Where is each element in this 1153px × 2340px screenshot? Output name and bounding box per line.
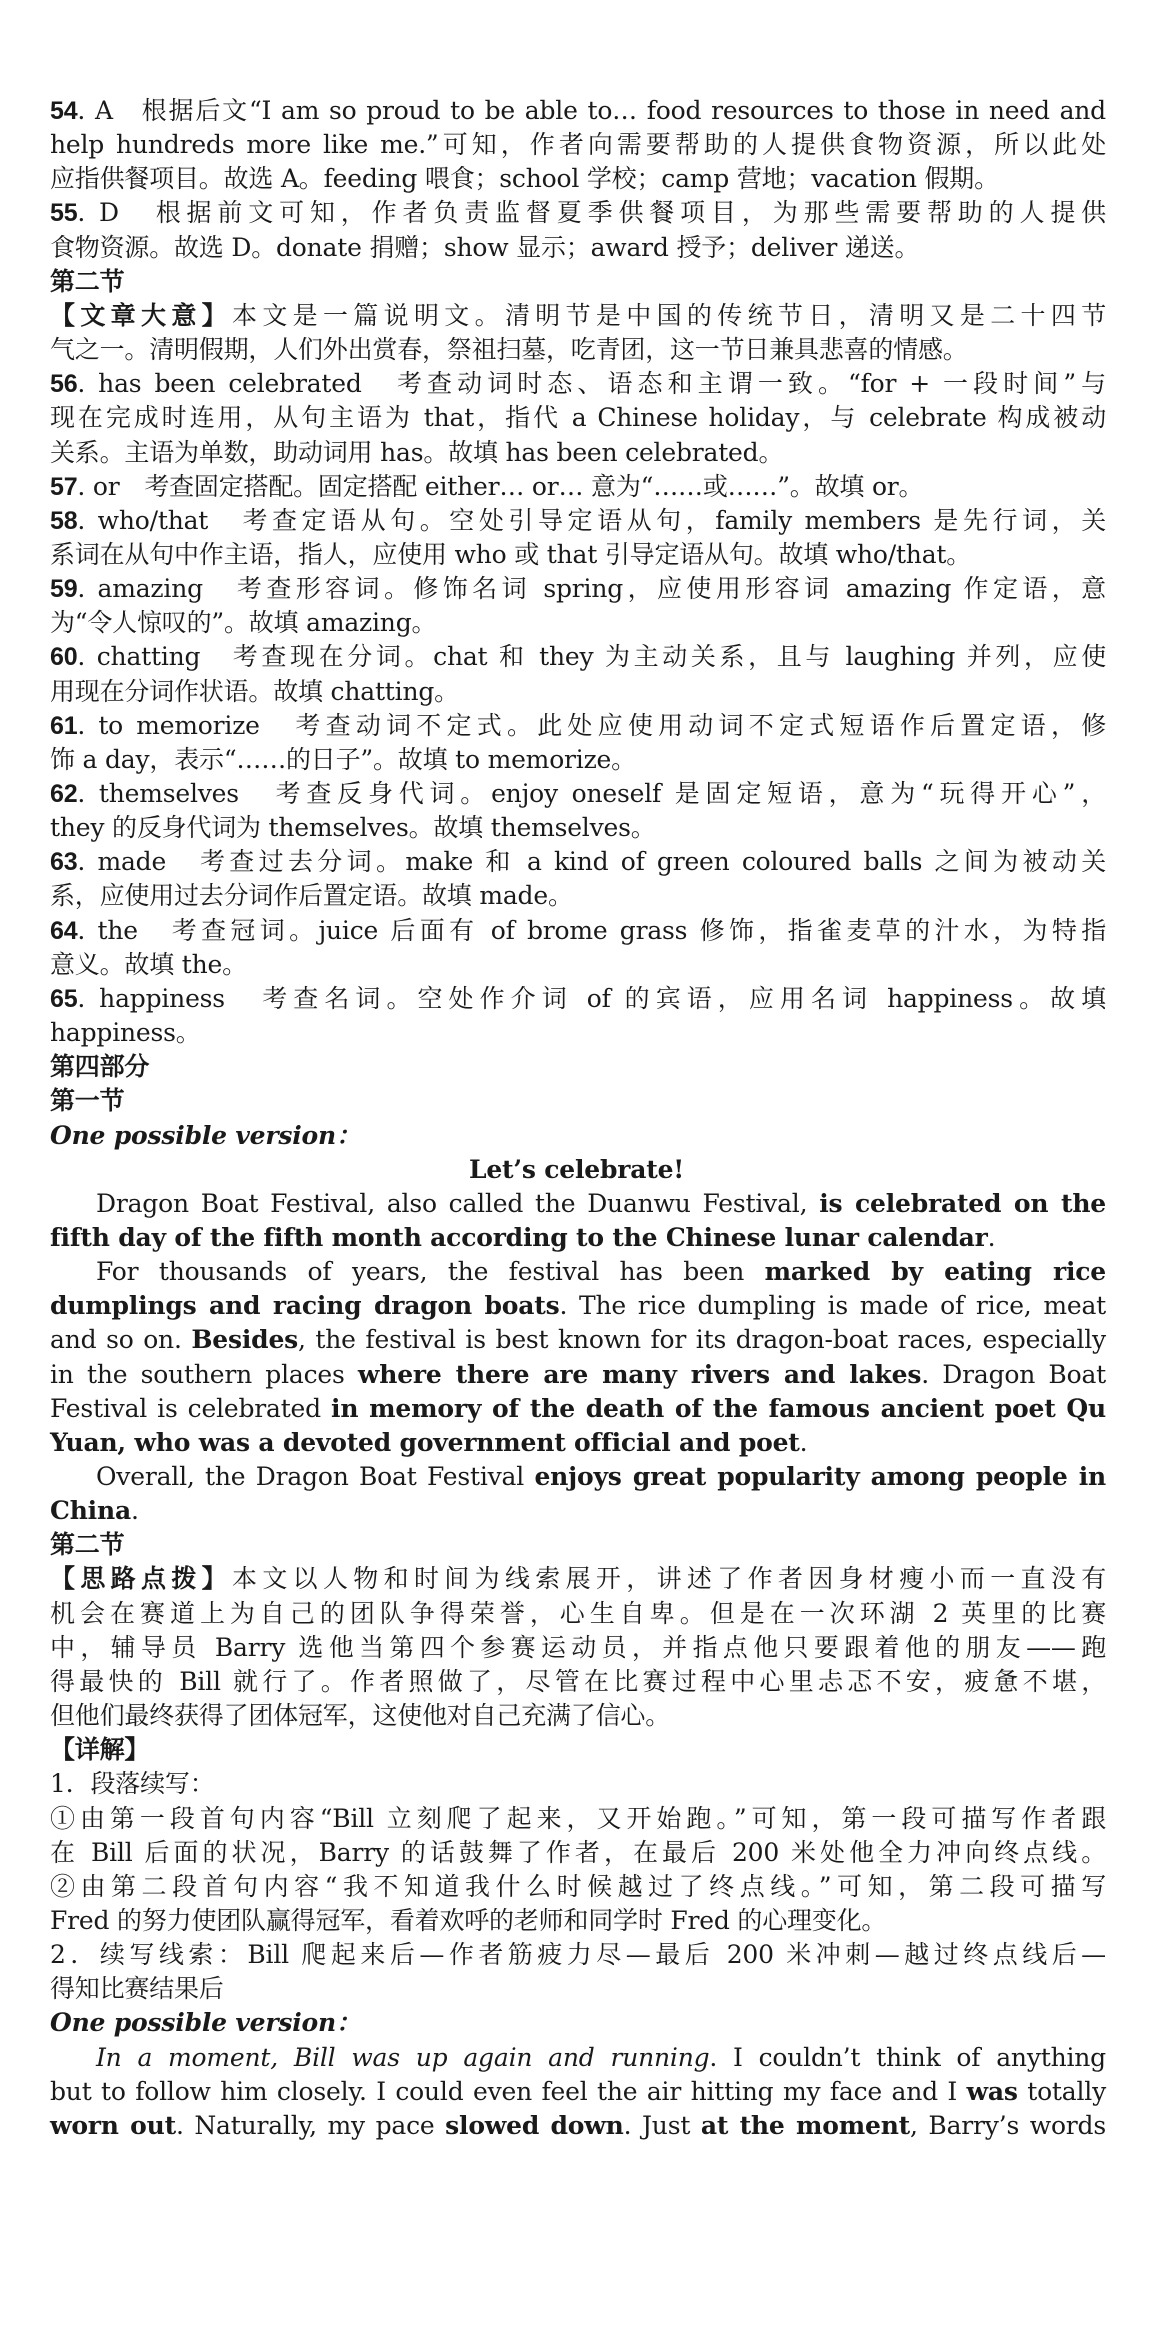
line-segment: . happiness 考查名词。空处作介词 of 的宾语，应用名词 happiness。故填 xyxy=(77,983,1106,1013)
line-segment: Yuan, who was a devoted government official and poet xyxy=(50,1427,800,1457)
line-segment: . the 考查冠词。juice 后面有 of brome grass 修饰，指雀麦草的汁水，为特指 xyxy=(77,915,1106,945)
text-line xyxy=(50,299,1106,333)
line-segment: 64 xyxy=(50,916,78,945)
text-line xyxy=(50,879,1106,913)
text-line xyxy=(50,367,1106,401)
text-line xyxy=(50,1733,1106,1767)
line-segment: . Just xyxy=(623,2110,701,2140)
line-segment: in the southern places xyxy=(50,1359,358,1389)
line-segment: worn out xyxy=(50,2110,176,2140)
line-segment: . to memorize 考查动词不定式。此处应使用动词不定式短语作后置定语，修 xyxy=(77,710,1106,740)
text-line xyxy=(50,1084,1106,1118)
line-segment: marked by eating rice xyxy=(764,1257,1106,1287)
line-segment: 【文章大意】 xyxy=(50,300,232,330)
text-line xyxy=(50,436,1106,470)
line-segment: 58 xyxy=(50,506,78,535)
text-line xyxy=(50,2109,1106,2143)
text-line xyxy=(50,538,1106,572)
text-line xyxy=(50,2075,1106,2109)
line-segment: 56 xyxy=(50,370,78,399)
line-segment: 59 xyxy=(50,575,78,604)
line-segment: 机会在赛道上为自己的团队争得荣誉，心生自卑。但是在一次环湖 2 英里的比赛 xyxy=(50,1598,1106,1628)
text-line xyxy=(50,162,1106,196)
line-segment: . chatting 考查现在分词。chat 和 they 为主动关系，且与 laughing 并列，应使 xyxy=(77,642,1106,672)
text-line xyxy=(50,948,1106,982)
line-segment: In a moment, Bill was up again and running xyxy=(96,2042,710,2072)
line-segment: totally xyxy=(1017,2076,1106,2106)
text-line xyxy=(50,640,1106,674)
text-line xyxy=(50,1016,1106,1050)
text-line xyxy=(50,1562,1106,1596)
line-segment: 食物资源。故选 D。donate 捐赠；show 显示；award 授予；deliver 递送。 xyxy=(50,232,920,262)
text-line xyxy=(50,1972,1106,2006)
line-segment: 现在完成时连用，从句主语为 that，指代 a Chinese holiday，与 celebrate 构成被动 xyxy=(50,403,1106,433)
text-line xyxy=(50,1802,1106,1836)
text-line xyxy=(50,982,1106,1016)
text-line xyxy=(50,914,1106,948)
line-segment: slowed down xyxy=(445,2110,624,2140)
line-segment: 意义。故填 the。 xyxy=(50,949,247,979)
line-segment: One possible version： xyxy=(50,1120,361,1150)
line-segment: 得知比赛结果后 xyxy=(50,1974,224,2004)
text-line xyxy=(96,1187,1106,1221)
line-segment: . themselves 考查反身代词。enjoy oneself 是固定短语，意为“玩得开心”， xyxy=(77,779,1106,808)
line-segment: . Dragon Boat xyxy=(921,1359,1106,1389)
text-line xyxy=(50,1221,1106,1255)
line-segment: 饰 a day，表示“……的日子”。故填 to memorize。 xyxy=(50,744,636,774)
line-segment: , Barry’s words xyxy=(910,2110,1106,2140)
line-segment: they 的反身代词为 themselves。故填 themselves。 xyxy=(50,813,656,843)
line-segment: 62 xyxy=(50,780,78,808)
text-line xyxy=(50,470,1106,504)
line-segment: is celebrated on the xyxy=(819,1188,1106,1218)
text-line xyxy=(50,1050,1106,1084)
text-line xyxy=(96,1460,1106,1494)
text-line xyxy=(50,128,1106,162)
text-line xyxy=(50,1665,1106,1699)
line-segment: Overall, the Dragon Boat Festival xyxy=(96,1462,535,1491)
text-line xyxy=(50,845,1106,879)
text-line xyxy=(50,333,1106,367)
text-line xyxy=(50,94,1106,128)
line-segment: 1．段落续写： xyxy=(50,1769,215,1799)
text-line xyxy=(50,1426,1106,1460)
line-segment: 2．续写线索：Bill 爬起来后—作者筋疲力尽—最后 200 米冲刺—越过终点线后— xyxy=(50,1940,1106,1970)
line-segment: 在 Bill 后面的状况，Barry 的话鼓舞了作者，在最后 200 米处他全力冲向终点线。 xyxy=(50,1837,1106,1867)
line-segment: . xyxy=(799,1427,808,1457)
line-segment: . xyxy=(130,1496,139,1526)
line-segment: For thousands of years, the festival has been xyxy=(96,1257,765,1287)
line-segment: . made 考查过去分词。make 和 a kind of green coloured balls 之间为被动关 xyxy=(77,847,1106,877)
line-segment: fifth day of the fifth month according to the Chinese lunar calendar xyxy=(50,1222,988,1252)
text-line xyxy=(50,1358,1106,1392)
line-segment: happiness。 xyxy=(50,1018,201,1048)
line-segment: 为“令人惊叹的”。故填 amazing。 xyxy=(50,608,437,638)
line-segment: 得最快的 Bill 就行了。作者照做了，尽管在比赛过程中心里忐忑不安，疲惫不堪， xyxy=(50,1666,1106,1696)
text-line xyxy=(96,2041,1106,2075)
line-segment: Let’s celebrate! xyxy=(468,1154,685,1184)
line-segment: 第一节 xyxy=(50,1086,125,1116)
text-line xyxy=(50,1699,1106,1733)
text-line xyxy=(50,777,1106,811)
line-segment: 【思路点拨】 xyxy=(50,1564,232,1594)
line-segment: ①由第一段首句内容“Bill 立刻爬了起来，又开始跑。”可知，第一段可描写作者跟 xyxy=(50,1803,1106,1833)
line-segment: . A 根据后文“I am so proud to be able to… food resources to those in need and xyxy=(77,96,1106,125)
text-line xyxy=(50,2006,1106,2040)
line-segment: at the moment xyxy=(700,2110,911,2140)
line-segment: 本文以人物和时间为线索展开，讲述了作者因身材瘦小而一直没有 xyxy=(231,1564,1106,1594)
line-segment: 本文是一篇说明文。清明节是中国的传统节日，清明又是二十四节 xyxy=(231,300,1106,330)
line-segment: 但他们最终获得了团体冠军，这使他对自己充满了信心。 xyxy=(50,1701,671,1731)
text-line xyxy=(50,743,1106,777)
line-segment: One possible version： xyxy=(50,2008,361,2038)
line-segment: . amazing 考查形容词。修饰名词 spring，应使用形容词 amazing 作定语，意 xyxy=(77,574,1106,604)
text-line xyxy=(50,401,1106,435)
line-segment: but to follow him closely. I could even feel the air hitting my face and I xyxy=(50,2076,967,2106)
text-line xyxy=(50,231,1106,265)
text-line xyxy=(50,1836,1106,1870)
text-line xyxy=(50,572,1106,606)
line-segment: and so on. xyxy=(50,1325,192,1355)
line-segment: 57 xyxy=(50,472,78,501)
line-segment: . I couldn’t think of anything xyxy=(709,2042,1106,2072)
line-segment: 关系。主语为单数，助动词用 has。故填 has been celebrated。 xyxy=(50,437,784,467)
text-line xyxy=(50,196,1106,230)
text-line xyxy=(50,1870,1106,1904)
text-line xyxy=(50,1119,1106,1153)
line-segment: 63 xyxy=(50,848,78,877)
text-line xyxy=(50,709,1106,743)
text-line xyxy=(50,1631,1106,1665)
line-segment: 60 xyxy=(50,643,78,672)
line-segment: 气之一。清明假期，人们外出赏春，祭祖扫墓，吃青团，这一节日兼具悲喜的情感。 xyxy=(50,335,968,365)
line-segment: . The rice dumpling is made of rice, meat xyxy=(559,1291,1106,1321)
text-line xyxy=(50,504,1106,538)
line-segment: Fred 的努力使团队赢得冠军，看着欢呼的老师和同学时 Fred 的心理变化。 xyxy=(50,1905,887,1935)
line-segment: . Naturally, my pace xyxy=(175,2110,446,2140)
line-segment: 55 xyxy=(50,199,78,228)
text-line xyxy=(50,1767,1106,1801)
line-segment: 中，辅导员 Barry 选他当第四个参赛运动员，并指点他只要跟着他的朋友——跑 xyxy=(50,1632,1106,1662)
line-segment: 系，应使用过去分词作后置定语。故填 made。 xyxy=(50,881,573,911)
line-segment: help hundreds more like me.”可知，作者向需要帮助的人提供食物资源，所以此处 xyxy=(50,130,1106,160)
line-segment: was xyxy=(966,2076,1018,2106)
line-segment: China xyxy=(50,1496,131,1526)
line-segment: . D 根据前文可知，作者负责监督夏季供餐项目，为那些需要帮助的人提供 xyxy=(77,198,1106,228)
text-line xyxy=(50,1392,1106,1426)
line-segment: 65 xyxy=(50,984,78,1013)
text-line xyxy=(50,1597,1106,1631)
text-line xyxy=(50,675,1106,709)
line-segment: 第四部分 xyxy=(50,1052,150,1082)
text-line xyxy=(50,811,1106,845)
text-line xyxy=(50,1323,1106,1357)
line-segment: . who/that 考查定语从句。空处引导定语从句，family members 是先行词，关 xyxy=(77,505,1106,535)
line-segment: where there are many rivers and lakes xyxy=(357,1359,922,1389)
line-segment: 第二节 xyxy=(50,266,125,296)
line-segment: . has been celebrated 考查动词时态、语态和主谓一致。“for + 一段时间”与 xyxy=(77,369,1106,399)
text-line xyxy=(50,265,1106,299)
line-segment: 用现在分词作状语。故填 chatting。 xyxy=(50,676,459,706)
line-segment: dumplings and racing dragon boats xyxy=(50,1291,560,1321)
line-segment: 54 xyxy=(50,97,78,125)
text-line xyxy=(96,1255,1106,1289)
line-segment: in memory of the death of the famous ancient poet Qu xyxy=(331,1393,1106,1423)
line-segment: 【详解】 xyxy=(50,1735,150,1765)
text-line xyxy=(50,1938,1106,1972)
text-line xyxy=(50,1289,1106,1323)
text-line xyxy=(50,1528,1106,1562)
text-line xyxy=(50,606,1106,640)
line-segment: Festival is celebrated xyxy=(50,1393,332,1423)
line-segment: 系词在从句中作主语，指人，应使用 who 或 that 引导定语从句。故填 who/that。 xyxy=(50,539,972,569)
text-line xyxy=(0,1153,1153,1187)
line-segment: Besides xyxy=(191,1325,299,1355)
line-segment: enjoys great popularity among people in xyxy=(534,1462,1106,1491)
line-segment: , the festival is best known for its dragon-boat races, especially xyxy=(298,1325,1106,1355)
line-segment: 应指供餐项目。故选 A。feeding 喂食；school 学校；camp 营地；vacation 假期。 xyxy=(50,164,999,194)
text-line xyxy=(50,1904,1106,1938)
line-segment: 第二节 xyxy=(50,1530,125,1560)
line-segment: . or 考查固定搭配。固定搭配 either… or… 意为“……或……”。故填 or。 xyxy=(77,471,924,501)
line-segment: 61 xyxy=(50,711,78,740)
line-segment: . xyxy=(987,1222,996,1252)
text-line xyxy=(50,1494,1106,1528)
line-segment: Dragon Boat Festival, also called the Duanwu Festival, xyxy=(96,1188,820,1218)
line-segment: ②由第二段首句内容“我不知道我什么时候越过了终点线。”可知，第二段可描写 xyxy=(50,1871,1106,1901)
